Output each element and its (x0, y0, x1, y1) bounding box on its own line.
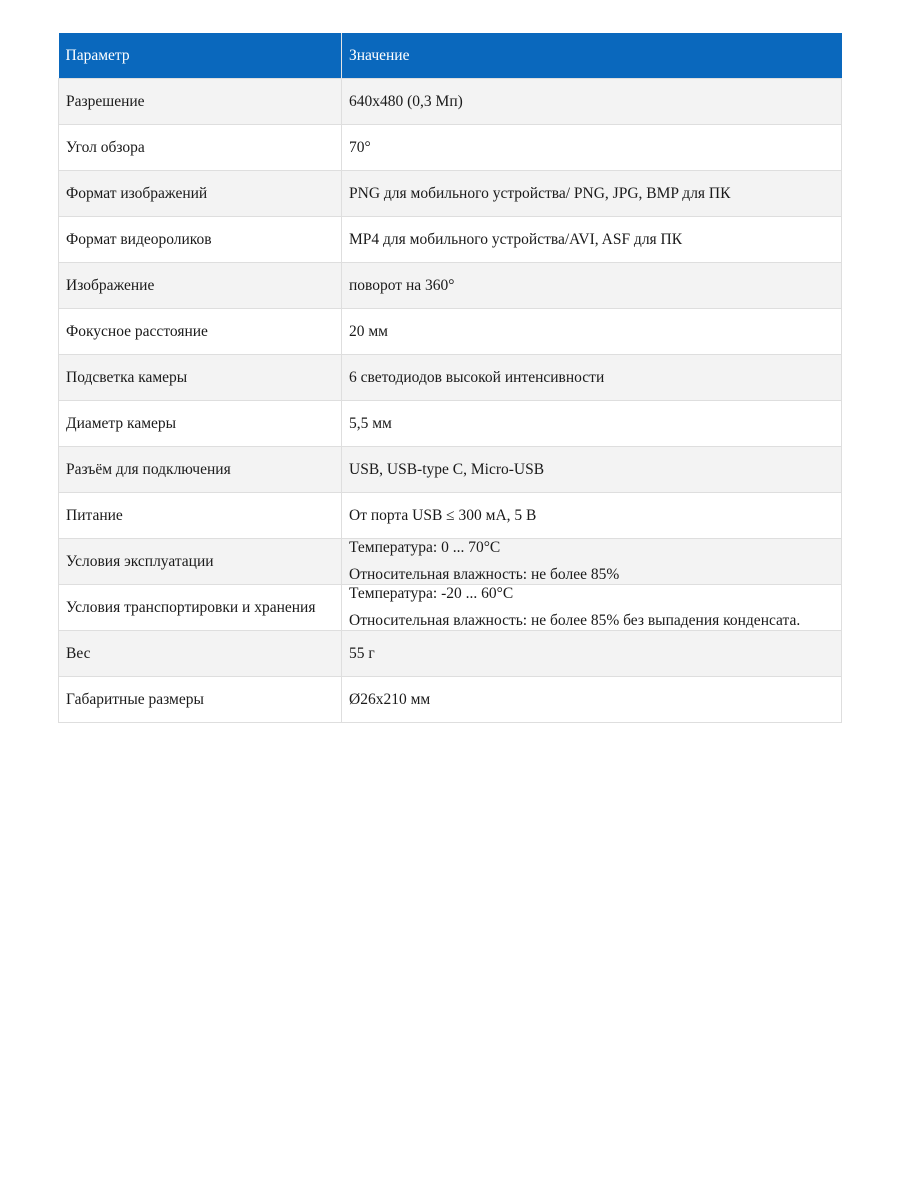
value-cell (342, 677, 842, 723)
table-row (59, 585, 842, 631)
param-cell: Фокусное расстояние (59, 309, 342, 355)
value-line: 5,5 мм (349, 414, 392, 432)
value-cell (342, 125, 842, 171)
table-row (59, 401, 842, 447)
table-row (59, 171, 842, 217)
value-cell (342, 355, 842, 401)
value-cell (342, 217, 842, 263)
value-line: Температура: -20 ... 60°C (349, 585, 514, 602)
value-line: 640х480 (0,3 Мп) (349, 92, 463, 110)
value-cell (342, 447, 842, 493)
value-line: От порта USB ≤ 300 мА, 5 В (349, 506, 537, 524)
table-row (59, 677, 842, 723)
param-cell: Условия эксплуатации (59, 539, 342, 585)
table-row (59, 493, 842, 539)
param-cell: Разрешение (59, 79, 342, 125)
table-row (59, 539, 842, 585)
param-cell: Формат видеороликов (59, 217, 342, 263)
table-row (59, 263, 842, 309)
param-cell: Диаметр камеры (59, 401, 342, 447)
param-cell: Условия транспортировки и хранения (59, 585, 342, 631)
value-line: Ø26х210 мм (349, 690, 431, 708)
value-cell (342, 631, 842, 677)
value-line: PNG для мобильного устройства/ PNG, JPG, BMP для ПК (349, 184, 731, 202)
value-line: 55 г (349, 644, 375, 662)
table-row (59, 309, 842, 355)
table-row (59, 125, 842, 171)
table-row (59, 355, 842, 401)
value-cell (342, 585, 842, 631)
table-header-row (59, 33, 842, 79)
value-line: 6 светодиодов высокой интенсивности (349, 368, 605, 386)
value-cell (342, 171, 842, 217)
table-row (59, 631, 842, 677)
value-line: USB, USB-type C, Micro-USB (349, 460, 545, 478)
value-line: Относительная влажность: не более 85% без выпадения конденсата. (349, 612, 801, 629)
value-line: Температура: 0 ... 70°C (349, 539, 501, 556)
value-line: Относительная влажность: не более 85% (349, 566, 620, 583)
param-cell: Изображение (59, 263, 342, 309)
value-line: MP4 для мобильного устройства/AVI, ASF для ПК (349, 230, 683, 248)
table-row (59, 217, 842, 263)
header-value: Значение (342, 33, 842, 79)
spec-table (58, 33, 842, 723)
table-body (59, 79, 842, 723)
param-cell: Разъём для подключения (59, 447, 342, 493)
value-cell (342, 263, 842, 309)
value-cell (342, 309, 842, 355)
param-cell: Подсветка камеры (59, 355, 342, 401)
value-cell (342, 401, 842, 447)
param-cell: Формат изображений (59, 171, 342, 217)
value-cell (342, 79, 842, 125)
value-line: 20 мм (349, 322, 388, 340)
table-row (59, 79, 842, 125)
value-cell (342, 493, 842, 539)
header-param: Параметр (59, 33, 342, 79)
param-cell: Питание (59, 493, 342, 539)
value-line: поворот на 360° (349, 276, 455, 294)
value-line: 70° (349, 138, 371, 156)
param-cell: Угол обзора (59, 125, 342, 171)
table-row (59, 447, 842, 493)
param-cell: Габаритные размеры (59, 677, 342, 723)
value-cell (342, 539, 842, 585)
param-cell: Вес (59, 631, 342, 677)
